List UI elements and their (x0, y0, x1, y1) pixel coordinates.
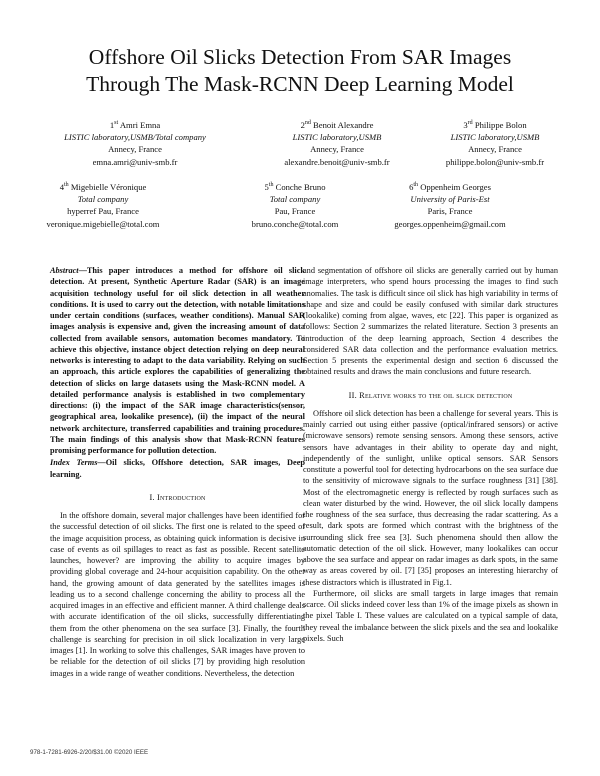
abstract-label: Abstract (50, 266, 79, 275)
author-name: Amri Emna (119, 120, 161, 130)
author-location: Annecy, France (468, 144, 522, 155)
author-ordinal: st (114, 120, 119, 127)
section-numeral: I. (149, 492, 155, 502)
abstract (50, 265, 305, 456)
intro-continuation-paragraph: and segmentation of offshore oil slicks are generally carried out by human image interpreters, who spend hours processing the images to find such anomalies. The task is difficult since oil slick has high variability in terms of shape and size and could be easily confused with similar dark structures (lookalike) coming from algae, waves, etc [22]. This paper is organized as follows: Section 2 summarizes the related literature. Section 3 presents an introduction of the deep learning approach, Section 4 describes the considered SAR data collection and the performance evaluation metrics. Section 5 presents the experimental design and section 6 discussed the obtained results and draws the main conclusions and future research. (303, 266, 558, 377)
right-column (303, 265, 558, 644)
author-name: Conche Bruno (275, 182, 326, 192)
author-location: Annecy, France (108, 144, 162, 155)
author-affiliation: Total company (77, 194, 129, 205)
copyright-footer: 978-1-7281-6926-2/20/$31.00 ©2020 IEEE (30, 749, 149, 756)
section-title: Introduction (157, 492, 206, 502)
author-email: philippe.bolon@univ-smb.fr (445, 156, 545, 167)
author-number: 5 (264, 182, 269, 192)
author-affiliation: LISTIC laboratory,USMB (292, 132, 382, 143)
index-terms (50, 457, 305, 480)
author-email: georges.oppenheim@gmail.com (394, 218, 506, 229)
related-works-paragraph-1: Offshore oil slick detection has been a challenge for several years. This is mainly carried out using either passive (optical/infrared sensors) or active (microwave sensors) remote sensing sensors. Among these sensors, active sensors have advantages in their ability to operate day and night, independently of the sunlight, unlike optical sensors. SAR Sensors constitute a powerful tool for detecting hydrocarbons on the sea surface due to the sensitivity of microwave signals to the surface roughness [31] [38]. Most of the electromagnetic energy is reflected by rough surfaces such as clean water disturbed by the wind. However, the oil slick locally dampens the roughness of the sea surface, thus decreasing the radar scattering. As a result, dark spots are formed which contrast with the brightness of the surrounding slick free sea [3]. Such phenomena should then allow the automatic detection of the oil slick. However, many lookalikes can occur above the sea surface and appear on radar images as dark spots, in the same way as areas covered by oil. [7] [35] proposes an interesting hierarchy of these distractors which is illustrated in Fig.1. (303, 408, 558, 587)
author-block-1 (60, 119, 210, 168)
author-location: Annecy, France (310, 144, 364, 155)
author-affiliation: LISTIC laboratory,USMB/Total company (64, 132, 206, 143)
author-block-5 (230, 181, 360, 230)
section-heading-related-works (303, 390, 558, 401)
author-ordinal: th (268, 182, 274, 189)
author-affiliation: LISTIC laboratory,USMB (450, 132, 540, 143)
section-numeral: II. (348, 390, 357, 400)
section-title: Relative works to the oil slick detection (359, 390, 513, 400)
related-works-paragraph-2: Furthermore, oil slicks are small targets in large images that remain scarce. Oil slicks indeed cover less than 1% of the image pixels as shown in the pixel Table I. These values are calculated on a typical sample of data, they reveal the imbalance between the slick pixels and the sea and lookalike pixels. Such (303, 588, 558, 643)
author-block-2 (272, 119, 402, 168)
author-email: alexandre.benoit@univ-smb.fr (284, 156, 390, 167)
author-name: Oppenheim Georges (420, 182, 491, 192)
author-name: Benoit Alexandre (313, 120, 374, 130)
author-email: emna.amri@univ-smb.fr (92, 156, 178, 167)
author-block-6 (375, 181, 525, 230)
author-ordinal: nd (304, 120, 311, 127)
index-terms-text: —Oil slicks, Offshore detection, SAR images, Deep learning. (50, 458, 305, 479)
author-location: Pau, France (274, 206, 316, 217)
author-ordinal: rd (467, 120, 473, 127)
author-affiliation: University of Paris-Est (410, 194, 490, 205)
author-number: 3 (463, 120, 468, 130)
author-block-4 (38, 181, 168, 230)
author-ordinal: th (413, 182, 419, 189)
intro-paragraph: In the offshore domain, several major challenges have been identified for the successful detection of oil slicks. The first one is related to the speed of the image acquisition process, as obtaining quick information is decisive in case of events as oil spillages to react as fast as possible. Recent satellite launches, however? are improving the ability to acquire images by providing global coverage and 24-hour acquisition capability. On the other hand, the growing amount of data generated by the satellites images is leading us to a second challenge concerning the ability to process all the acquired images in an effective and efficient manner. A third challenge deals with accurate identification of the oil slicks, successfully differentiating them from the other phenomena on the sea surface [3]. Finally, the fourth challenge is searching for precision in oil slick localization in very large images [1]. In working to solve this challenges, SAR images have proven to be reliable for the detection of oil slicks [7] by providing high resolution images in a wide range of weather conditions. Nevertheless, the detection (50, 511, 305, 678)
abstract-text: —This paper introduces a method for offshore oil slick detection. At present, Synthetic Aperture Radar (SAR) is an image acquisition technology useful for oil slick detection in all weather conditions. It is used to carry out the detection, with notable limitations under certain conditions (surfaces, weather conditions). Manual SAR images analysis is expensive and, given the increasing amount of data collected from available sensors, automation becomes mandatory. To achieve this objective, instance object detection relying on deep neural networks is interesting to adapt to the data variability. Relying on such an approach, this article explores the capabilities of generalizing the detection of slicks on large datasets using the Mask-RCNN model. A detailed performance analysis is established in two complementary directions: (i) the impact of the SAR image characteristics(sensor, geographical area, lookalike presence), (ii) the impact of the neural network architecture, transferred capabilities and training procedures. The main findings of this analysis show that Mask-RCNN features promising performance for pollution detection. (50, 266, 305, 455)
paper-title (30, 44, 570, 98)
author-location: Paris, France (427, 206, 473, 217)
author-number: 6 (409, 182, 414, 192)
section-heading-introduction (50, 492, 305, 503)
author-ordinal: th (63, 182, 69, 189)
title-line-2: Through The Mask-RCNN Deep Learning Model (86, 72, 514, 96)
author-name: Migebielle Véronique (70, 182, 147, 192)
author-name: Philippe Bolon (474, 120, 527, 130)
left-column (50, 265, 305, 679)
author-location: hyperref Pau, France (67, 206, 139, 217)
author-number: 4 (59, 182, 64, 192)
author-number: 2 (300, 120, 305, 130)
author-block-3 (430, 119, 560, 168)
title-line-1: Offshore Oil Slicks Detection From SAR Images (88, 45, 512, 69)
author-affiliation: Total company (269, 194, 321, 205)
author-number: 1 (109, 120, 115, 130)
index-terms-label: Index Terms (50, 458, 98, 468)
author-email: veronique.migebielle@total.com (46, 218, 160, 229)
author-email: bruno.conche@total.com (251, 218, 339, 229)
